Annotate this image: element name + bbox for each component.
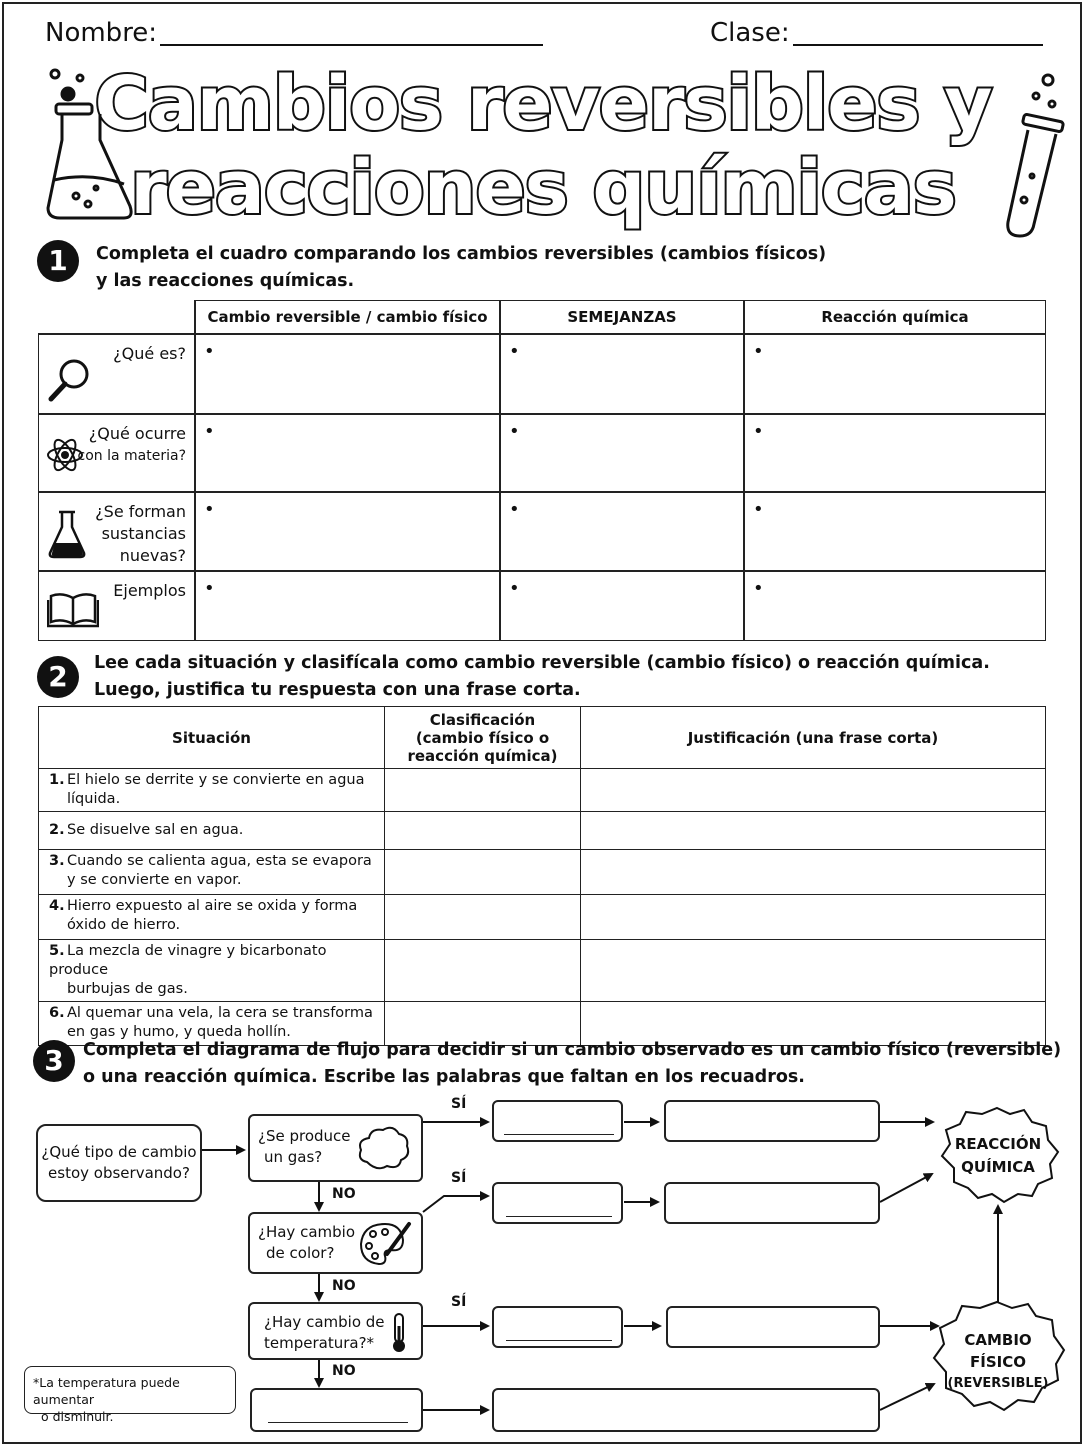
section-2-instruction-line-1: Lee cada situación y clasifícala como cambio reversible (cambio físico) o reacción química.: [94, 653, 990, 673]
palette-icon: [357, 1220, 413, 1268]
note-text-1: *La temperatura puede aumentar: [33, 1375, 180, 1407]
question-color-box: [248, 1212, 423, 1274]
section-1-number: 1: [37, 240, 79, 282]
name-label: Nombre:: [45, 18, 158, 48]
situation-number: 2.: [49, 822, 65, 838]
section-3-instruction-line-1: Completa el diagrama de flujo para decidir si un cambio observado es un cambio físico (reversible): [83, 1040, 1062, 1060]
col-header-cambio-fisico: Cambio reversible / cambio físico: [195, 300, 500, 334]
question-gas-text-1: ¿Se produce: [258, 1127, 351, 1145]
situation-text: La mezcla de vinagre y bicarbonato produce: [49, 943, 327, 978]
question-gas-box: [248, 1114, 423, 1182]
answer-blank[interactable]: [506, 1216, 612, 1217]
situation-text: Cuando se calienta agua, esta se evapora: [67, 853, 372, 869]
temperature-note: [24, 1366, 236, 1424]
thermometer-icon: [389, 1312, 409, 1354]
answer-box-temperature[interactable]: [492, 1306, 623, 1348]
title-line-1: Cambios reversibles y: [94, 61, 992, 147]
situation-number: 6.: [49, 1005, 65, 1021]
answer-box-temperature-2[interactable]: [666, 1306, 880, 1348]
col-header-justificacion: Justificación (una frase corta): [581, 707, 1046, 769]
situation-text: Se disuelve sal en agua.: [67, 822, 244, 838]
situation-text-2: y se convierte en vapor.: [67, 872, 242, 888]
situation-text-2: burbujas de gas.: [67, 981, 188, 997]
row-label: ¿Qué ocurre: [88, 424, 186, 443]
physical-result: [944, 1329, 1052, 1395]
answer-box-color-2[interactable]: [664, 1182, 880, 1224]
cell-semejanzas-ejemplos[interactable]: •: [500, 571, 744, 641]
question-temperature-box: [248, 1302, 423, 1360]
situation-text-2: en gas y humo, y queda hollín.: [67, 1024, 291, 1040]
physical-text-1: CAMBIO: [964, 1331, 1032, 1349]
row-label-2: con la materia?: [77, 448, 186, 464]
section-1-instruction-line-2: y las reacciones químicas.: [96, 271, 355, 291]
yes-label-3: SÍ: [451, 1294, 467, 1310]
situation-text-2: óxido de hierro.: [67, 917, 181, 933]
situation-text: Hierro expuesto al aire se oxida y forma: [67, 898, 358, 914]
row-label: ¿Qué es?: [113, 344, 186, 363]
question-gas-text-2: un gas?: [264, 1148, 323, 1166]
answer-box-color[interactable]: [492, 1182, 623, 1224]
situation-text-2: líquida.: [67, 791, 121, 807]
reaction-text-2: QUÍMICA: [961, 1158, 1035, 1176]
note-text-2: o disminuir.: [41, 1409, 114, 1424]
question-temperature-text-2: temperatura?*: [264, 1334, 375, 1352]
situation-number: 4.: [49, 898, 65, 914]
answer-box-gas-2[interactable]: [664, 1100, 880, 1142]
col-header-reaccion-quimica: Reacción química: [744, 300, 1046, 334]
answer-blank[interactable]: [506, 1340, 612, 1341]
col-header-clasificacion-3: reacción química): [407, 746, 558, 765]
col-header-clasificacion-2: (cambio físico o: [415, 728, 550, 747]
cell-fisico-ejemplos[interactable]: •: [195, 571, 500, 641]
cloud-icon: [355, 1124, 411, 1172]
col-header-situacion: Situación: [39, 707, 385, 769]
answer-blank[interactable]: [504, 1134, 614, 1135]
cell-semejanzas-materia[interactable]: •: [500, 414, 744, 492]
cell-quimica-que-es[interactable]: •: [744, 334, 1046, 414]
col-header-clasificacion-1: Clasificación: [429, 710, 536, 729]
cell-semejanzas-que-es[interactable]: •: [500, 334, 744, 414]
yes-label-1: SÍ: [451, 1096, 467, 1112]
answer-box-no-2[interactable]: [492, 1388, 880, 1432]
cell-fisico-que-es[interactable]: •: [195, 334, 500, 414]
start-box: [36, 1124, 202, 1202]
section-2-number: 2: [37, 656, 79, 698]
situation-number: 1.: [49, 772, 65, 788]
cell-fisico-sustancias[interactable]: •: [195, 492, 500, 571]
no-label-1: NO: [332, 1186, 356, 1202]
cell-fisico-materia[interactable]: •: [195, 414, 500, 492]
cell-quimica-ejemplos[interactable]: •: [744, 571, 1046, 641]
cell-quimica-materia[interactable]: •: [744, 414, 1046, 492]
section-3-instruction-line-2: o una reacción química. Escribe las palabras que faltan en los recuadros.: [83, 1067, 805, 1087]
class-label: Clase:: [710, 18, 790, 48]
row-label-3: nuevas?: [119, 546, 186, 565]
reaction-text-1: REACCIÓN: [954, 1135, 1042, 1153]
answer-blank[interactable]: [268, 1422, 408, 1423]
col-header-semejanzas: SEMEJANZAS: [500, 300, 744, 334]
situation-number: 3.: [49, 853, 65, 869]
reaction-result: [946, 1133, 1050, 1179]
yes-label-2: SÍ: [451, 1170, 467, 1186]
question-color-text-1: ¿Hay cambio: [258, 1223, 355, 1241]
start-text-2: estoy observando?: [48, 1164, 190, 1182]
row-label: Ejemplos: [113, 581, 186, 600]
title-line-2: reacciones químicas: [130, 145, 956, 231]
physical-text-3: (REVERSIBLE): [947, 1376, 1049, 1391]
section-2-instruction-line-2: Luego, justifica tu respuesta con una frase corta.: [94, 680, 581, 700]
no-label-3: NO: [332, 1363, 356, 1379]
section-3-number: 3: [33, 1040, 75, 1082]
situation-number: 5.: [49, 943, 65, 959]
situation-text: Al quemar una vela, la cera se transforma: [67, 1005, 373, 1021]
answer-box-no[interactable]: [250, 1388, 423, 1432]
physical-text-2: FÍSICO: [970, 1353, 1026, 1371]
question-temperature-text-1: ¿Hay cambio de: [264, 1313, 385, 1331]
cell-semejanzas-sustancias[interactable]: •: [500, 492, 744, 571]
section-1-instruction-line-1: Completa el cuadro comparando los cambios reversibles (cambios físicos): [96, 244, 827, 264]
situation-text: El hielo se derrite y se convierte en agua: [67, 772, 365, 788]
no-label-2: NO: [332, 1278, 356, 1294]
question-color-text-2: de color?: [266, 1244, 335, 1262]
answer-box-gas[interactable]: [492, 1100, 623, 1142]
row-label: ¿Se forman: [95, 502, 186, 521]
cell-quimica-sustancias[interactable]: •: [744, 492, 1046, 571]
start-text-1: ¿Qué tipo de cambio: [41, 1143, 197, 1161]
row-label-2: sustancias: [101, 524, 186, 543]
